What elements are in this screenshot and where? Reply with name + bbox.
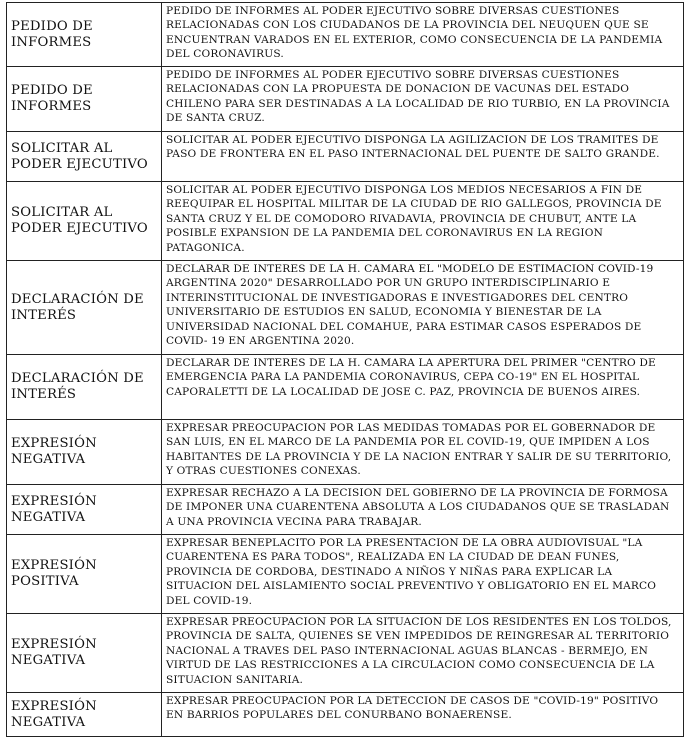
row-description: DECLARAR DE INTERES DE LA H. CAMARA LA APERTURA DEL PRIMER "CENTRO DE EMERGENCIA PARA LA PANDEMIA CORONAVIRUS, CEPA CO-19" EN EL HOSPITAL CAPORALETTI DE LA LOCALIDAD DE JOSE C. PAZ, PROVINCIA DE BUENOS AIRES. <box>162 355 684 420</box>
proposals-table <box>6 2 684 737</box>
table-row <box>7 693 684 737</box>
row-type: SOLICITAR AL PODER EJECUTIVO <box>7 182 162 261</box>
row-description: SOLICITAR AL PODER EJECUTIVO DISPONGA LA AGILIZACION DE LOS TRAMITES DE PASO DE FRONTERA EN EL PASO INTERNACIONAL DEL PUENTE DE SALTO GRANDE. <box>162 132 684 182</box>
row-description: EXPRESAR PREOCUPACION POR LAS MEDIDAS TOMADAS POR EL GOBERNADOR DE SAN LUIS, EN EL MARCO DE LA PANDEMIA POR EL COVID-19, QUE IMPIDEN A LOS HABITANTES DE LA PROVINCIA Y DE LA NACION ENTRAR Y SALIR DE SU TERRITORIO, Y OTRAS CUESTIONES CONEXAS. <box>162 420 684 485</box>
table-row <box>7 3 684 67</box>
table-row <box>7 485 684 535</box>
row-type: SOLICITAR AL PODER EJECUTIVO <box>7 132 162 182</box>
row-description: EXPRESAR PREOCUPACION POR LA DETECCION DE CASOS DE "COVID-19" POSITIVO EN BARRIOS POPULARES DEL CONURBANO BONAERENSE. <box>162 693 684 737</box>
table-row <box>7 67 684 132</box>
table-row <box>7 261 684 355</box>
row-description: SOLICITAR AL PODER EJECUTIVO DISPONGA LOS MEDIOS NECESARIOS A FIN DE REEQUIPAR EL HOSPITAL MILITAR DE LA CIUDAD DE RIO GALLEGOS, PROVINCIA DE SANTA CRUZ Y EL DE COMODORO RIVADAVIA, PROVINCIA DE CHUBUT, ANTE LA POSIBLE EXPANSION DE LA PANDEMIA DEL CORONAVIRUS EN LA REGION PATAGONICA. <box>162 182 684 261</box>
row-type: EXPRESIÓN NEGATIVA <box>7 693 162 737</box>
table-row <box>7 420 684 485</box>
row-type: PEDIDO DE INFORMES <box>7 67 162 132</box>
table-row <box>7 182 684 261</box>
row-type: DECLARACIÓN DE INTERÉS <box>7 355 162 420</box>
row-type: EXPRESIÓN NEGATIVA <box>7 614 162 693</box>
row-description: PEDIDO DE INFORMES AL PODER EJECUTIVO SOBRE DIVERSAS CUESTIONES RELACIONADAS CON LA PROPUESTA DE DONACION DE VACUNAS DEL ESTADO CHILENO PARA SER DESTINADAS A LA LOCALIDAD DE RIO TURBIO, EN LA PROVINCIA DE SANTA CRUZ. <box>162 67 684 132</box>
row-description: PEDIDO DE INFORMES AL PODER EJECUTIVO SOBRE DIVERSAS CUESTIONES RELACIONADAS CON LOS CIUDADANOS DE LA PROVINCIA DEL NEUQUEN QUE SE ENCUENTRAN VARADOS EN EL EXTERIOR, COMO CONSECUENCIA DE LA PANDEMIA DEL CORONAVIRUS. <box>162 3 684 67</box>
row-type: DECLARACIÓN DE INTERÉS <box>7 261 162 355</box>
table-row <box>7 535 684 614</box>
table-row <box>7 355 684 420</box>
row-type: EXPRESIÓN NEGATIVA <box>7 420 162 485</box>
row-description: EXPRESAR RECHAZO A LA DECISION DEL GOBIERNO DE LA PROVINCIA DE FORMOSA DE IMPONER UNA CUARENTENA ABSOLUTA A LOS CIUDADANOS QUE SE TRASLADAN A UNA PROVINCIA VECINA PARA TRABAJAR. <box>162 485 684 535</box>
table-row <box>7 132 684 182</box>
row-description: DECLARAR DE INTERES DE LA H. CAMARA EL "MODELO DE ESTIMACION COVID-19 ARGENTINA 2020" DESARROLLADO POR UN GRUPO INTERDISCIPLINARIO E INTERINSTITUCIONAL DE INVESTIGADORAS E INVESTIGADORES DEL CENTRO UNIVERSITARIO DE ESTUDIOS EN SALUD, ECONOMIA Y BIENESTAR DE LA UNIVERSIDAD NACIONAL DEL COMAHUE, PARA ESTIMAR CASOS ESPERADOS DE COVID- 19 EN ARGENTINA 2020. <box>162 261 684 355</box>
row-type: PEDIDO DE INFORMES <box>7 3 162 67</box>
row-description: EXPRESAR PREOCUPACION POR LA SITUACION DE LOS RESIDENTES EN LOS TOLDOS, PROVINCIA DE SALTA, QUIENES SE VEN IMPEDIDOS DE REINGRESAR AL TERRITORIO NACIONAL A TRAVES DEL PASO INTERNACIONAL AGUAS BLANCAS - BERMEJO, EN VIRTUD DE LAS RESTRICCIONES A LA CIRCULACION COMO CONSECUENCIA DE LA SITUACION SANITARIA. <box>162 614 684 693</box>
table-row <box>7 614 684 693</box>
row-description: EXPRESAR BENEPLACITO POR LA PRESENTACION DE LA OBRA AUDIOVISUAL "LA CUARENTENA ES PARA TODOS", REALIZADA EN LA CIUDAD DE DEAN FUNES, PROVINCIA DE CORDOBA, DESTINADO A NIÑOS Y NIÑAS PARA EXPLICAR LA SITUACION DEL AISLAMIENTO SOCIAL PREVENTIVO Y OBLIGATORIO EN EL MARCO DEL COVID-19. <box>162 535 684 614</box>
row-type: EXPRESIÓN POSITIVA <box>7 535 162 614</box>
row-type: EXPRESIÓN NEGATIVA <box>7 485 162 535</box>
